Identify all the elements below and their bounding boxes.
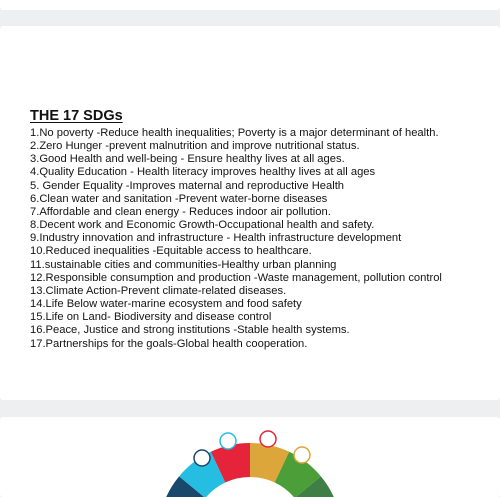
list-item: 14.Life Below water-marine ecosystem and food safety xyxy=(30,298,302,311)
list-item: 9.Industry innovation and infrastructure - Health infrastructure development xyxy=(30,232,402,245)
list-item: 11.sustainable cities and communities-Healthy urban planning xyxy=(30,258,337,271)
sdg-list xyxy=(30,127,442,351)
list-item: 3.Good Health and well-being - Ensure healthy lives at all ages. xyxy=(30,153,345,166)
previous-slide-card xyxy=(0,0,500,10)
list-item: 8.Decent work and Economic Growth-Occupational health and safety. xyxy=(30,219,375,232)
next-slide-card xyxy=(0,417,500,497)
list-item: 7.Affordable and clean energy - Reduces indoor air pollution. xyxy=(30,205,331,218)
list-item: 15.Life on Land- Biodiversity and disease control xyxy=(30,311,272,324)
list-item: 2.Zero Hunger -prevent malnutrition and improve nutritional status. xyxy=(30,140,360,153)
list-item: 17.Partnerships for the goals-Global health cooperation. xyxy=(30,337,308,350)
globe-icon xyxy=(220,433,236,449)
sdg-wheel-graphic xyxy=(150,425,350,497)
list-item: 6.Clean water and sanitation -Prevent water-borne diseases xyxy=(30,192,328,205)
list-item: 1.No poverty -Reduce health inequalities; Poverty is a major determinant of health. xyxy=(30,127,439,139)
list-item: 10.Reduced inequalities -Equitable access to healthcare. xyxy=(30,245,312,258)
list-item: 5. Gender Equality -Improves maternal and reproductive Health xyxy=(30,179,345,192)
tools-icon xyxy=(294,447,310,463)
page-title: THE 17 SDGs xyxy=(30,108,123,124)
people-icon xyxy=(194,450,210,466)
list-item: 12.Responsible consumption and production -Waste management, pollution control xyxy=(30,271,442,284)
slide-card xyxy=(0,26,500,400)
list-item: 13.Climate Action-Prevent climate-related diseases. xyxy=(30,284,287,297)
list-item: 16.Peace, Justice and strong institutions -Stable health systems. xyxy=(30,324,350,337)
heart-icon xyxy=(260,431,276,447)
list-item: 4.Quality Education - Health literacy improves healthy lives at all ages xyxy=(30,166,376,179)
